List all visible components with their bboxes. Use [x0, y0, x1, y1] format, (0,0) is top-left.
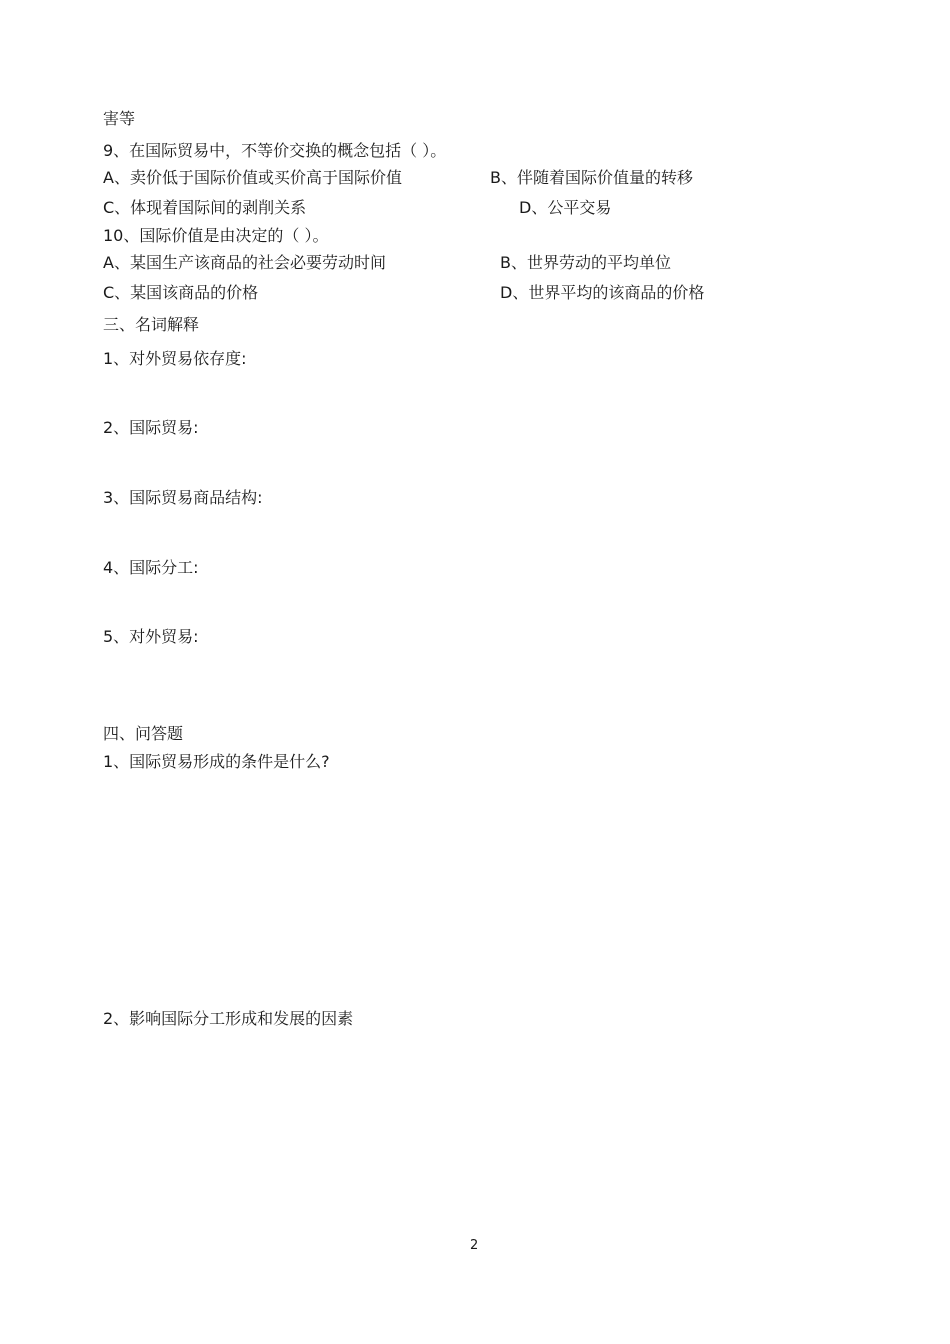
essay-question: 1、国际贸易形成的条件是什么?	[103, 752, 330, 771]
section-3-heading: 三、名词解释	[103, 315, 200, 334]
question-9-option-d: D、公平交易	[519, 198, 612, 217]
continuation-text: 害等	[103, 109, 136, 128]
question-9-option-b: B、伴随着国际价值量的转移	[490, 168, 693, 187]
question-10-option-a: A、某国生产该商品的社会必要劳动时间	[103, 253, 386, 272]
term-item: 5、对外贸易:	[103, 627, 199, 646]
question-10-option-d: D、世界平均的该商品的价格	[500, 283, 705, 302]
question-10-option-b: B、世界劳动的平均单位	[500, 253, 671, 272]
term-item: 2、国际贸易:	[103, 418, 199, 437]
question-9-option-c: C、体现着国际间的剥削关系	[103, 198, 307, 217]
term-item: 4、国际分工:	[103, 558, 199, 577]
question-10-option-c: C、某国该商品的价格	[103, 283, 259, 302]
page-number: 2	[470, 1238, 479, 1253]
question-9-stem: 9、在国际贸易中，不等价交换的概念包括（ ）。	[103, 141, 447, 160]
question-10-stem: 10、国际价值是由决定的（ ）。	[103, 226, 329, 245]
essay-question: 2、影响国际分工形成和发展的因素	[103, 1009, 354, 1028]
question-9-option-a: A、卖价低于国际价值或买价高于国际价值	[103, 168, 402, 187]
term-item: 3、国际贸易商品结构:	[103, 488, 263, 507]
term-item: 1、对外贸易依存度:	[103, 349, 247, 368]
section-4-heading: 四、问答题	[103, 724, 184, 743]
